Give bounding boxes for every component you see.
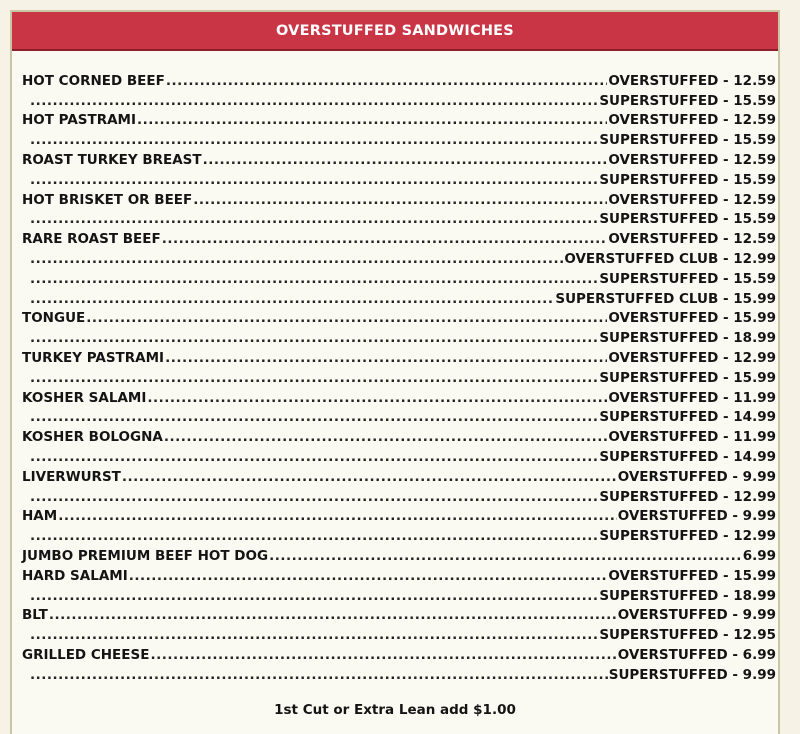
menu-item-row xyxy=(22,71,776,91)
item-name: TONGUE xyxy=(22,310,86,327)
dot-leader xyxy=(30,448,598,467)
menu-item-row xyxy=(22,507,776,527)
item-name: JUMBO PREMIUM BEEF HOT DOG xyxy=(22,547,269,564)
item-price: SUPERSTUFFED - 14.99 xyxy=(599,409,776,426)
menu-item-row xyxy=(22,388,776,408)
menu-item-row xyxy=(22,625,776,645)
item-price: OVERSTUFFED - 15.99 xyxy=(608,567,776,584)
item-price: SUPERSTUFFED - 9.99 xyxy=(608,666,776,683)
item-name: GRILLED CHEESE xyxy=(22,646,150,663)
item-price: SUPERSTUFFED - 15.99 xyxy=(599,369,776,386)
item-price: OVERSTUFFED - 11.99 xyxy=(608,429,776,446)
dot-leader xyxy=(30,131,598,150)
item-price: SUPERSTUFFED - 15.59 xyxy=(599,270,776,287)
menu-item-row xyxy=(22,130,776,150)
item-price: OVERSTUFFED - 12.59 xyxy=(608,151,776,168)
dot-leader xyxy=(30,626,598,645)
item-name: HAM xyxy=(22,508,58,525)
item-price: OVERSTUFFED - 12.59 xyxy=(608,231,776,248)
menu-list xyxy=(22,71,776,685)
dot-leader xyxy=(30,488,598,507)
item-price: OVERSTUFFED - 12.99 xyxy=(608,349,776,366)
dot-leader xyxy=(162,230,608,249)
item-price: OVERSTUFFED - 9.99 xyxy=(617,468,776,485)
menu-item-row xyxy=(22,150,776,170)
menu-item-row xyxy=(22,111,776,131)
item-price: SUPERSTUFFED - 18.99 xyxy=(599,587,776,604)
dot-leader xyxy=(30,369,598,388)
menu-item-row xyxy=(22,645,776,665)
dot-leader xyxy=(193,191,607,210)
item-price: SUPERSTUFFED - 18.99 xyxy=(599,330,776,347)
menu-item-row xyxy=(22,487,776,507)
dot-leader xyxy=(30,250,563,269)
menu-item-row xyxy=(22,249,776,269)
menu-item-row xyxy=(22,586,776,606)
dot-leader xyxy=(122,468,617,487)
item-name: LIVERWURST xyxy=(22,468,121,485)
item-price: OVERSTUFFED - 9.99 xyxy=(617,508,776,525)
dot-leader xyxy=(129,567,608,586)
dot-leader xyxy=(203,151,608,170)
menu-item-row xyxy=(22,606,776,626)
item-price: SUPERSTUFFED - 12.95 xyxy=(599,627,776,644)
menu-item-row xyxy=(22,289,776,309)
menu-item-row xyxy=(22,408,776,428)
menu-item-row xyxy=(22,210,776,230)
menu-item-row xyxy=(22,170,776,190)
item-price: OVERSTUFFED - 12.59 xyxy=(608,112,776,129)
item-price: 6.99 xyxy=(742,547,776,564)
menu-item-row xyxy=(22,229,776,249)
dot-leader xyxy=(30,290,554,309)
item-price: SUPERSTUFFED - 15.59 xyxy=(599,171,776,188)
item-name: ROAST TURKEY BREAST xyxy=(22,151,202,168)
item-price: OVERSTUFFED CLUB - 12.99 xyxy=(564,250,776,267)
item-price: OVERSTUFFED - 9.99 xyxy=(617,607,776,624)
item-name: HOT CORNED BEEF xyxy=(22,72,165,89)
item-price: SUPERSTUFFED - 15.59 xyxy=(599,211,776,228)
item-price: SUPERSTUFFED - 12.99 xyxy=(599,488,776,505)
dot-leader xyxy=(30,527,598,546)
dot-leader xyxy=(30,408,598,427)
item-price: OVERSTUFFED - 12.59 xyxy=(608,191,776,208)
dot-leader xyxy=(30,171,598,190)
item-price: SUPERSTUFFED CLUB - 15.99 xyxy=(555,290,776,307)
dot-leader xyxy=(165,349,607,368)
menu-item-row xyxy=(22,348,776,368)
item-price: OVERSTUFFED - 11.99 xyxy=(608,389,776,406)
dot-leader xyxy=(86,309,607,328)
menu-panel xyxy=(10,10,780,734)
dot-leader xyxy=(30,210,598,229)
dot-leader xyxy=(58,507,617,526)
menu-item-row xyxy=(22,427,776,447)
dot-leader xyxy=(137,111,607,130)
item-price: SUPERSTUFFED - 12.99 xyxy=(599,528,776,545)
item-price: SUPERSTUFFED - 14.99 xyxy=(599,448,776,465)
menu-item-row xyxy=(22,368,776,388)
item-name: HOT BRISKET OR BEEF xyxy=(22,191,193,208)
menu-item-row xyxy=(22,269,776,289)
item-price: OVERSTUFFED - 6.99 xyxy=(617,646,776,663)
dot-leader xyxy=(147,389,607,408)
dot-leader xyxy=(166,72,607,91)
item-price: SUPERSTUFFED - 15.59 xyxy=(599,92,776,109)
item-name: HARD SALAMI xyxy=(22,567,128,584)
menu-item-row xyxy=(22,190,776,210)
section-title: OVERSTUFFED SANDWICHES xyxy=(276,22,514,39)
dot-leader xyxy=(30,92,598,111)
menu-item-row xyxy=(22,309,776,329)
menu-item-row xyxy=(22,328,776,348)
dot-leader xyxy=(49,606,617,625)
dot-leader xyxy=(30,329,598,348)
item-price: SUPERSTUFFED - 15.59 xyxy=(599,132,776,149)
item-price: OVERSTUFFED - 15.99 xyxy=(608,310,776,327)
item-name: RARE ROAST BEEF xyxy=(22,231,161,248)
item-price: OVERSTUFFED - 12.59 xyxy=(608,72,776,89)
footer-note: 1st Cut or Extra Lean add $1.00 xyxy=(274,702,516,718)
item-name: HOT PASTRAMI xyxy=(22,112,137,129)
menu-item-row xyxy=(22,566,776,586)
menu-item-row xyxy=(22,546,776,566)
dot-leader xyxy=(30,666,608,685)
dot-leader xyxy=(150,646,616,665)
item-name: KOSHER SALAMI xyxy=(22,389,147,406)
item-name: BLT xyxy=(22,607,48,624)
dot-leader xyxy=(30,270,598,289)
dot-leader xyxy=(164,428,607,447)
dot-leader xyxy=(30,587,598,606)
menu-item-row xyxy=(22,467,776,487)
menu-item-row xyxy=(22,665,776,685)
menu-item-row xyxy=(22,91,776,111)
menu-item-row xyxy=(22,526,776,546)
item-name: KOSHER BOLOGNA xyxy=(22,429,163,446)
item-name: TURKEY PASTRAMI xyxy=(22,349,165,366)
menu-item-row xyxy=(22,447,776,467)
dot-leader xyxy=(269,547,742,566)
section-header xyxy=(12,12,778,51)
